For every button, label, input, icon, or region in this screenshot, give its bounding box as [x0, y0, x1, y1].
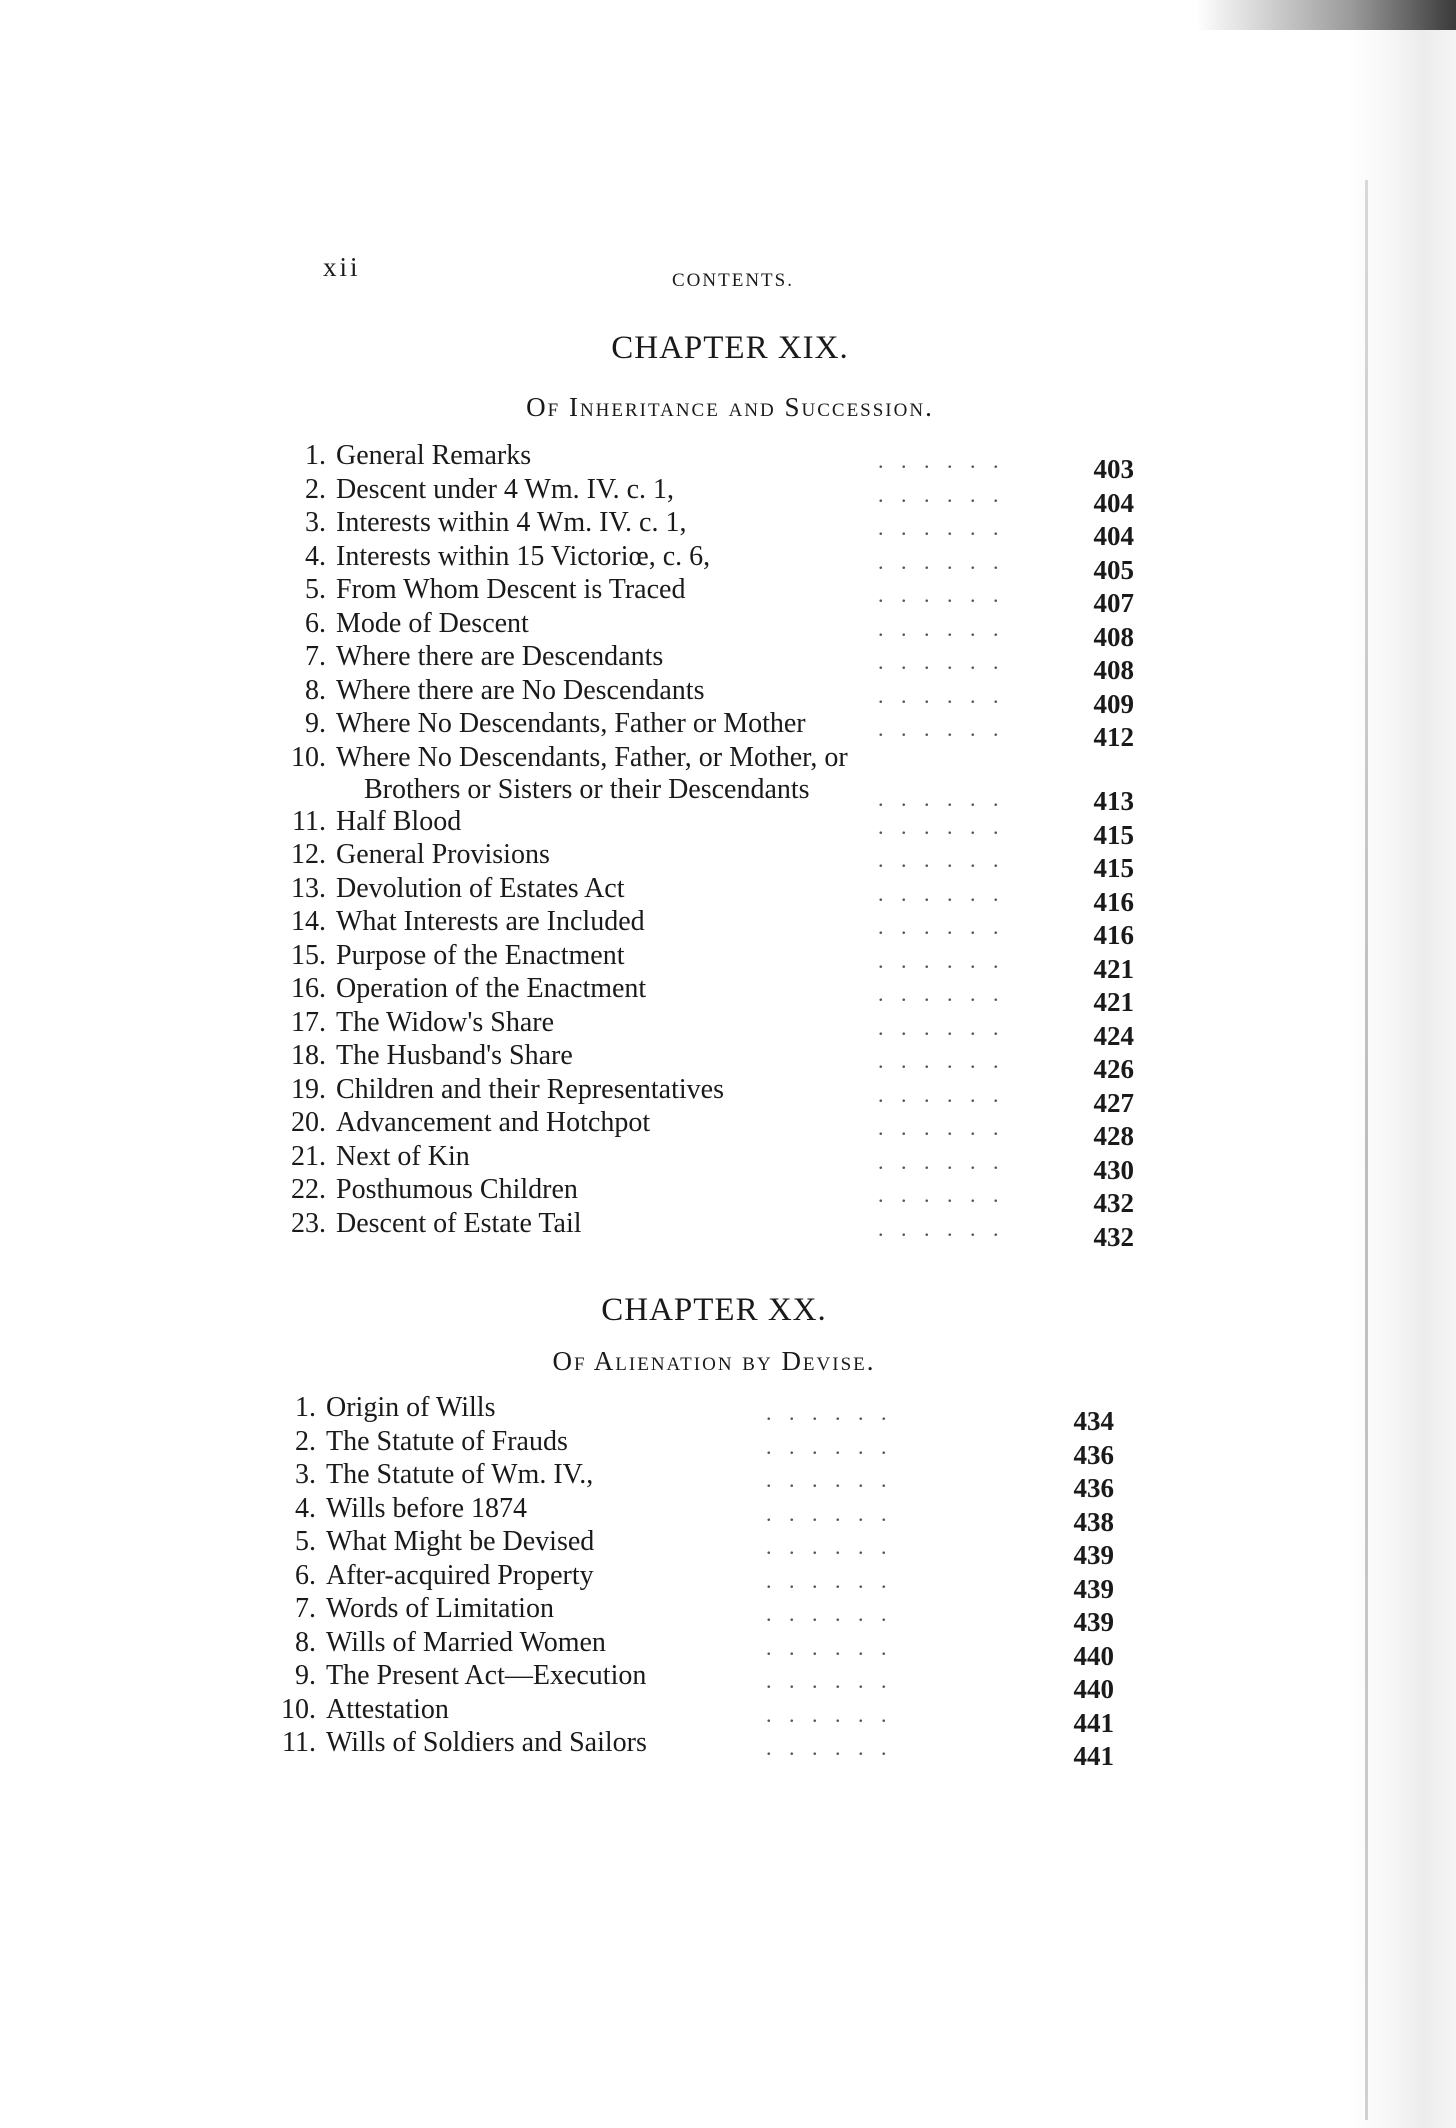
toc-entry-page: 436 [1073, 1439, 1114, 1470]
toc-entry [278, 839, 1138, 883]
toc-entry-page: 436 [1073, 1473, 1114, 1503]
toc-entry [278, 973, 1138, 1017]
dot-leader: . . . . . . [878, 981, 1005, 1006]
toc-entry-title-text: Attestation [326, 1693, 449, 1725]
toc-entry-page: 403 [1093, 454, 1134, 484]
dot-leader: . . . . . . [878, 1048, 1005, 1073]
toc-entry-number: 22. [291, 1174, 326, 1205]
toc-entry-title [326, 1392, 495, 1424]
toc-entry-title-text: Where No Descendants, Father, or Mother, or [336, 741, 848, 773]
toc-entry-title-text: Descent of Estate Tail [336, 1207, 582, 1239]
toc-entry-title [336, 873, 625, 905]
toc-entry-page: 432 [1093, 1221, 1134, 1252]
toc-entry-number: 14. [291, 906, 326, 937]
toc-entry [268, 1425, 1128, 1470]
chapter-title: CHAPTER XIX. [611, 330, 849, 366]
toc-entry [268, 1693, 1128, 1738]
toc-entry [268, 1626, 1128, 1671]
dot-leader: . . . . . . [878, 1115, 1005, 1140]
toc-entry-page: 409 [1093, 688, 1134, 719]
toc-entry-title [326, 1459, 593, 1491]
toc-entry [268, 1492, 1128, 1537]
toc-entry-title [326, 1560, 594, 1592]
toc-entry-number: 23. [291, 1207, 326, 1239]
toc-entry [278, 939, 1138, 984]
toc-entry-title [326, 1493, 527, 1525]
toc-entry-title-text: Operation of the Enactment [336, 973, 647, 1004]
toc-entry-title-text: General Provisions [336, 839, 550, 870]
running-head: CONTENTS. [672, 270, 794, 291]
toc-entry-number: 11. [292, 805, 326, 837]
dot-leader: . . . . . . [878, 682, 1005, 708]
toc-entry-page: 408 [1093, 621, 1134, 652]
toc-entry-title-text: Where there are No Descendants [336, 674, 705, 706]
dot-leader: . . . . . . [766, 1634, 893, 1660]
dot-leader: . . . . . . [878, 615, 1005, 641]
toc-entry-title-text: Devolution of Estates Act [336, 872, 625, 904]
dot-leader: . . . . . . [766, 1701, 893, 1727]
toc-entry-number: 17. [291, 1006, 326, 1038]
toc-entry-title [336, 806, 461, 838]
toc-entry [268, 1392, 1128, 1436]
toc-entry-title [336, 440, 531, 472]
toc-entry-title [336, 641, 663, 673]
chapter-title: CHAPTER XX. [601, 1292, 827, 1328]
toc-entry-number: 11. [282, 1727, 316, 1758]
toc-entry-number: 12. [291, 839, 326, 870]
toc-entry-number: 13. [291, 872, 326, 904]
toc-entry-page: 404 [1093, 521, 1134, 551]
toc-entry [268, 1727, 1128, 1771]
toc-entry-title-text: Descent under 4 Wm. IV. c. 1, [336, 473, 674, 505]
toc-entry-number: 7. [305, 641, 326, 672]
toc-entry-number: 1. [295, 1392, 316, 1423]
toc-entry [278, 741, 1138, 816]
toc-entry-title-text: Origin of Wills [326, 1392, 496, 1423]
toc-entry-number: 2. [295, 1425, 316, 1457]
toc-entry [278, 872, 1138, 917]
toc-entry [278, 507, 1138, 551]
toc-entry-title [336, 507, 686, 539]
toc-entry-page: 439 [1073, 1607, 1114, 1637]
toc-entry-number: 5. [305, 574, 326, 605]
toc-entry-number: 21. [291, 1140, 326, 1172]
toc-entry-title [336, 1174, 578, 1206]
toc-list [278, 440, 1138, 1252]
toc-entry-number: 6. [295, 1559, 316, 1591]
dot-leader: . . . . . . [878, 1148, 1005, 1174]
toc-entry-title-text: What Interests are Included [336, 906, 645, 937]
toc-entry [278, 1140, 1138, 1185]
toc-entry-title [336, 742, 848, 806]
toc-entry-number: 15. [291, 939, 326, 971]
toc-entry-page: 426 [1093, 1054, 1134, 1084]
toc-entry-page: 439 [1073, 1573, 1114, 1604]
dot-leader: . . . . . . [878, 481, 1005, 507]
toc-entry-page: 408 [1093, 655, 1134, 685]
toc-entry-title-text: Advancement and Hotchpot [336, 1107, 651, 1138]
toc-entry-title-text: Children and their Representatives [336, 1073, 724, 1105]
toc-entry-page: 413 [1093, 785, 1134, 816]
toc-entry-page: 415 [1093, 819, 1134, 850]
dot-leader: . . . . . . [766, 1601, 893, 1626]
dot-leader: . . . . . . [766, 1534, 893, 1559]
dot-leader: . . . . . . [766, 1567, 893, 1593]
toc-entry-number: 3. [305, 507, 326, 538]
toc-entry-title [336, 1141, 470, 1173]
toc-entry-page: 404 [1093, 487, 1134, 518]
toc-entry-page: 428 [1093, 1121, 1134, 1151]
dot-leader: . . . . . . [878, 448, 1005, 473]
toc-entry-number: 20. [291, 1107, 326, 1138]
toc-entry-title [336, 906, 645, 938]
toc-entry-title-text: Words of Limitation [326, 1593, 554, 1624]
scan-border [1196, 0, 1456, 30]
dot-leader: . . . . . . [878, 785, 1005, 811]
dot-leader: . . . . . . [766, 1735, 893, 1760]
toc-entry-title-text: The Statute of Frauds [326, 1425, 568, 1457]
toc-entry-page: 405 [1093, 554, 1134, 585]
toc-entry-title-text: Wills before 1874 [326, 1492, 528, 1524]
toc-entry-number: 2. [305, 473, 326, 505]
dot-leader: . . . . . . [878, 880, 1005, 906]
toc-entry [278, 1107, 1138, 1151]
toc-entry-number: 10. [281, 1693, 316, 1725]
toc-entry-page: 434 [1073, 1406, 1114, 1436]
toc-entry-title [336, 574, 685, 606]
toc-entry [278, 440, 1138, 484]
toc-entry-title [326, 1627, 606, 1659]
dot-leader: . . . . . . [878, 914, 1005, 939]
toc-entry-title [336, 541, 710, 573]
toc-entry-title [336, 1040, 573, 1072]
toc-entry-page: 432 [1093, 1188, 1134, 1218]
toc-entry [278, 1174, 1138, 1218]
toc-entry-title [336, 973, 646, 1005]
toc-entry [278, 805, 1138, 850]
toc-entry-page: 438 [1073, 1506, 1114, 1537]
dot-leader: . . . . . . [878, 847, 1005, 872]
chapter-subtitle: Of Alienation by Devise. [552, 1346, 876, 1376]
toc-entry-title [326, 1694, 449, 1726]
toc-entry [278, 641, 1138, 685]
dot-leader: . . . . . . [878, 1014, 1005, 1040]
toc-entry [278, 906, 1138, 950]
toc-entry [278, 473, 1138, 518]
dot-leader: . . . . . . [878, 548, 1005, 574]
toc-entry-page: 416 [1093, 886, 1134, 917]
toc-entry-title [336, 1107, 650, 1139]
toc-entry-number: 6. [305, 607, 326, 639]
toc-entry-title-text: Where there are Descendants [336, 641, 664, 672]
toc-entry [268, 1526, 1128, 1570]
dot-leader: . . . . . . [878, 582, 1005, 607]
toc-entry-title [326, 1426, 568, 1458]
toc-entry [278, 1006, 1138, 1051]
toc-entry-title-text: General Remarks [336, 440, 532, 471]
dot-leader: . . . . . . [766, 1668, 893, 1693]
toc-entry-title-text: Interests within 4 Wm. IV. c. 1, [336, 507, 687, 538]
toc-entry-title-text: After-acquired Property [326, 1559, 594, 1591]
toc-entry [278, 708, 1138, 752]
toc-entry-page: 416 [1093, 920, 1134, 950]
dot-leader: . . . . . . [766, 1467, 893, 1492]
toc-entry-title-continuation: Brothers or Sisters or their Descendants [364, 773, 810, 805]
toc-entry-title [336, 474, 674, 506]
toc-entry-page: 440 [1073, 1640, 1114, 1671]
toc-entry-title-text: The Widow's Share [336, 1006, 555, 1038]
toc-entry-number: 8. [295, 1626, 316, 1658]
toc-entry [278, 1040, 1138, 1084]
toc-entry-page: 427 [1093, 1087, 1134, 1118]
toc-entry-page: 412 [1093, 722, 1134, 752]
chapter-subtitle: Of Inheritance and Succession. [526, 392, 934, 422]
toc-entry [278, 1073, 1138, 1118]
toc-entry-title-text: Purpose of the Enactment [336, 939, 625, 971]
toc-entry-title [336, 940, 624, 972]
toc-entry-title-text: Half Blood [336, 805, 462, 837]
dot-leader: . . . . . . [878, 947, 1005, 973]
toc-entry [278, 540, 1138, 585]
toc-entry [268, 1459, 1128, 1503]
toc-entry-number: 3. [295, 1459, 316, 1490]
dot-leader: . . . . . . [878, 515, 1005, 540]
toc-entry-page: 440 [1073, 1674, 1114, 1704]
toc-entry-page: 421 [1093, 987, 1134, 1017]
toc-entry-title [336, 1007, 554, 1039]
toc-entry [278, 607, 1138, 652]
toc-entry-title [336, 675, 704, 707]
toc-entry-title-text: The Statute of Wm. IV., [326, 1459, 594, 1490]
toc-entry [278, 674, 1138, 719]
dot-leader: . . . . . . [878, 649, 1005, 674]
toc-entry-title [336, 708, 806, 740]
toc-entry-title-text: Mode of Descent [336, 607, 529, 639]
toc-entry-page: 441 [1073, 1707, 1114, 1738]
toc-entry-number: 8. [305, 674, 326, 706]
toc-entry-number: 9. [305, 708, 326, 739]
toc-entry-page: 415 [1093, 853, 1134, 883]
toc-entry-number: 4. [295, 1492, 316, 1524]
dot-leader: . . . . . . [878, 716, 1005, 741]
toc-entry-title [326, 1593, 554, 1625]
dot-leader: . . . . . . [878, 1182, 1005, 1207]
page-edge-shadow [1346, 0, 1456, 2128]
toc-entry-title [326, 1727, 647, 1759]
toc-entry [268, 1559, 1128, 1604]
toc-entry-title-text: Interests within 15 Victoriœ, c. 6, [336, 540, 711, 572]
toc-entry-page: 439 [1073, 1540, 1114, 1570]
toc-entry-page: 430 [1093, 1154, 1134, 1185]
toc-entry [268, 1660, 1128, 1704]
toc-entry-title [336, 839, 550, 871]
toc-entry-number: 4. [305, 540, 326, 572]
page-fold-line [1365, 180, 1368, 2120]
dot-leader: . . . . . . [766, 1500, 893, 1526]
page-folio: xii [323, 252, 361, 282]
toc-entry-page: 441 [1073, 1741, 1114, 1771]
dot-leader: . . . . . . [766, 1433, 893, 1459]
toc-entry-number: 10. [291, 741, 326, 773]
toc-entry [278, 574, 1138, 618]
toc-entry-title-text: Where No Descendants, Father or Mother [336, 708, 806, 739]
toc-entry-title-text: Next of Kin [336, 1140, 470, 1172]
toc-entry-number: 18. [291, 1040, 326, 1071]
toc-entry-title-text: From Whom Descent is Traced [336, 574, 686, 605]
toc-entry-number: 7. [295, 1593, 316, 1624]
toc-list [268, 1392, 1128, 1771]
toc-entry-title [326, 1526, 594, 1558]
toc-entry-page: 421 [1093, 953, 1134, 984]
toc-entry [278, 1207, 1138, 1252]
dot-leader: . . . . . . [878, 813, 1005, 839]
toc-entry-title [326, 1660, 646, 1692]
toc-entry-number: 19. [291, 1073, 326, 1105]
toc-entry-title-text: Wills of Married Women [326, 1626, 606, 1658]
toc-entry-number: 1. [305, 440, 326, 471]
toc-entry-title-text: The Husband's Share [336, 1040, 573, 1071]
toc-entry-title [336, 1074, 724, 1106]
toc-entry-title-text: The Present Act—Execution [326, 1660, 647, 1691]
toc-entry-title [336, 608, 529, 640]
toc-entry [268, 1593, 1128, 1637]
toc-entry-number: 5. [295, 1526, 316, 1557]
toc-entry-title-text: Posthumous Children [336, 1174, 578, 1205]
toc-entry-page: 424 [1093, 1020, 1134, 1051]
dot-leader: . . . . . . [766, 1400, 893, 1425]
dot-leader: . . . . . . [878, 1215, 1005, 1241]
toc-entry-title-text: Wills of Soldiers and Sailors [326, 1727, 647, 1758]
toc-entry-title [336, 1208, 582, 1240]
toc-entry-title-text: What Might be Devised [326, 1526, 595, 1557]
dot-leader: . . . . . . [878, 1081, 1005, 1107]
toc-entry-number: 16. [291, 973, 326, 1004]
toc-entry-number: 9. [295, 1660, 316, 1691]
toc-entry-page: 407 [1093, 588, 1134, 618]
